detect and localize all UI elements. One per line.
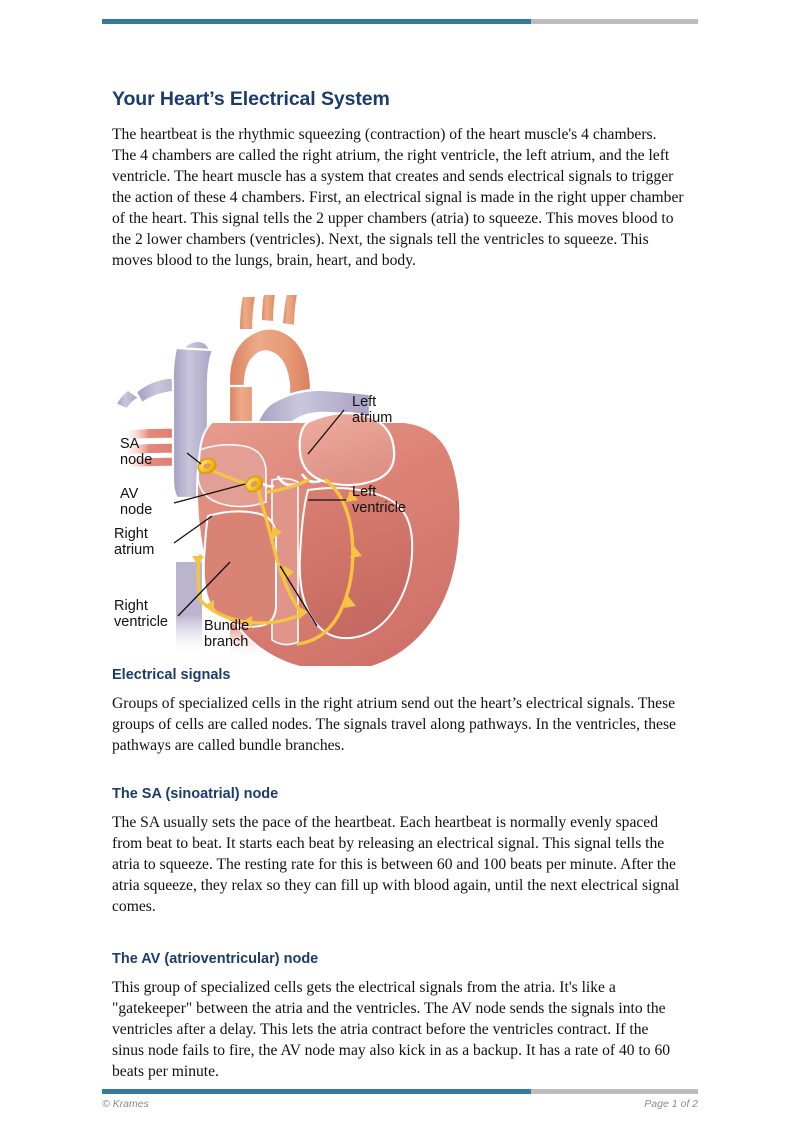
footer-copyright: © Krames (102, 1098, 149, 1110)
label-bundle-branch (204, 618, 249, 650)
section-heading-electrical-signals: Electrical signals (112, 667, 231, 684)
header-rule (102, 19, 698, 24)
label-right-ventricle (114, 598, 168, 630)
svg-text:AV: AV (120, 486, 139, 503)
page-title: Your Heart’s Electrical System (112, 88, 390, 110)
spacer (112, 918, 684, 950)
svg-text:ventricle: ventricle (352, 500, 406, 517)
svg-text:Right: Right (114, 526, 148, 543)
page-footer (102, 1098, 698, 1110)
svg-text:node: node (120, 452, 153, 469)
header-rule-blue-segment (102, 19, 531, 24)
intro-paragraph: The heartbeat is the rhythmic squeezing (contraction) of the heart muscle's 4 chambers. The 4 chambers are called the right atrium, the right ventricle, the left atrium, and the left ventricle. The heart muscle has a system that creates and sends electrical signals to trigger the action of these 4 chambers. First, an electrical signal is made in the right upper chamber of the heart. This signal tells the 2 upper chambers (atria) to squeeze. This moves blood to the 2 lower chambers (ventricles). Next, the signals tell the ventricles to squeeze. This moves blood to the lungs, brain, heart, and body. (112, 126, 684, 270)
section-heading-av-node: The AV (atrioventricular) node (112, 951, 319, 968)
svg-text:Right: Right (114, 598, 148, 615)
label-av-node (120, 486, 152, 518)
section-heading-sa-node: The SA (sinoatrial) node (112, 786, 279, 803)
document-content (112, 88, 684, 1083)
label-sa-node (120, 436, 152, 468)
section-paragraph-av-node: This group of specialized cells gets the electrical signals from the atria. It's like a "gatekeeper" between the atria and the ventricles. The AV node sends the signals into the ventricles after a delay. This lets the atria contract before the ventricles contract. If the sinus node fails to fire, the AV node may also kick in as a backup. It has a rate of 40 to 60 beats per minute. (112, 979, 671, 1081)
footer-rule-grey-segment (531, 1089, 698, 1094)
section-paragraph-electrical-signals: Groups of specialized cells in the right atrium send out the heart’s electrical signals. These groups of cells are called nodes. The signals travel along pathways. In the ventricles, these pathways are called bundle branches. (112, 695, 676, 755)
svg-text:Left: Left (352, 484, 377, 501)
svg-text:atrium: atrium (114, 542, 155, 559)
svg-text:SA: SA (120, 436, 140, 453)
section-paragraph-sa-node: The SA usually sets the pace of the heartbeat. Each heartbeat is normally evenly spaced from beat to beat. It starts each beat by releasing an electrical signal. This signal tells the atria to squeeze. The resting rate for this is between 60 and 100 beats per minute. After the atria squeeze, they relax so they can fill up with blood again, until the next electrical signal comes. (112, 814, 680, 916)
svg-text:Left: Left (352, 394, 377, 411)
label-left-atrium (352, 394, 392, 426)
footer-rule-blue-segment (102, 1089, 531, 1094)
svg-text:branch: branch (204, 634, 249, 651)
footer-page-number: Page 1 of 2 (644, 1098, 698, 1110)
spacer (112, 757, 684, 785)
svg-text:atrium: atrium (352, 410, 393, 427)
label-right-atrium (114, 526, 154, 558)
svg-text:Bundle: Bundle (204, 618, 250, 635)
header-rule-grey-segment (531, 19, 698, 24)
footer-rule (102, 1089, 698, 1094)
heart-electrical-conduction-illustration (112, 294, 684, 666)
heart-diagram-figure (112, 294, 684, 666)
svg-text:ventricle: ventricle (114, 614, 168, 631)
svg-text:node: node (120, 502, 153, 519)
